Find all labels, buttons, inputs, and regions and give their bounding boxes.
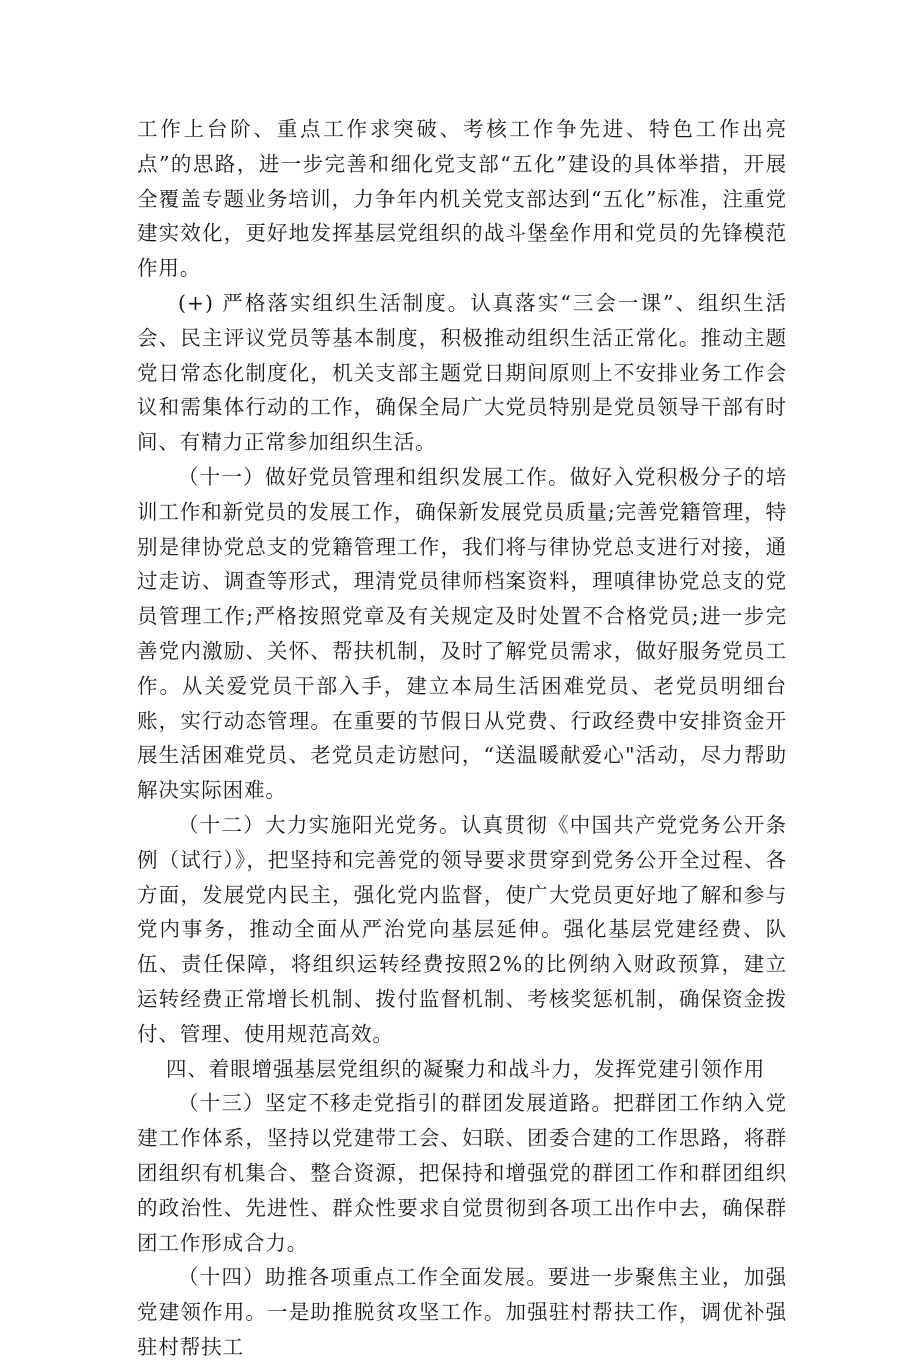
paragraph-intro-continued: 工作上台阶、重点工作求突破、考核工作争先进、特色工作出亮点”的思路，进一步完善和细化党支部“五化”建设的具体举措，开展全覆盖专题业务培训，力争年内机关党支部达到“五化”标准，注重党建实效化，更好地发挥基层党组织的战斗堡垒作用和党员的先锋模范作用。 [137,117,787,281]
section-4-heading: 四、着眼增强基层党组织的凝聚力和战斗力，发挥党建引领作用 [166,1056,766,1081]
paragraph-14-key-work: （十四）助推各项重点工作全面发展。要进一步聚焦主业，加强党建领作用。一是助推脱贫攻坚工作。加强驻村帮扶工作，调优补强驻村帮扶工 [137,1265,787,1359]
paragraph-11-member-management: （十一）做好党员管理和组织发展工作。做好入党积极分子的培训工作和新党员的发展工作，确保新发展党员质量;完善党籍管理，特别是律协党总支的党籍管理工作，我们将与律协党总支进行对接，通过走访、调查等形式，理清党员律师档案资料，理嗔律协党总支的党员管理工作;严格按照党章及有关规定及时处置不合格党员;进一步完善党内激励、关怀、帮扶机制，及时了解党员需求，做好服务党员工作。从关爱党员干部入手，建立本局生活困难党员、老党员明细台账，实行动态管理。在重要的节假日从党费、行政经费中安排资金开展生活困难党员、老党员走访慰问，“送温暖献爱心"活动，尽力帮助解决实际困难。 [137,464,787,803]
paragraph-10-organizational-life: (+) 严格落实组织生活制度。认真落实“三会一课”、组织生活会、民主评议党员等基本制度，积极推动组织生活正常化。推动主题党日常态化制度化，机关支部主题党日期间原则上不安排业务工作会议和需集体行动的工作，确保全局广大党员特别是党员领导干部有时间、有精力正常参加组织生活。 [137,290,787,455]
paragraph-12-open-party-affairs: （十二）大力实施阳光党务。认真贯彻《中国共产党党务公开条例（试行）》，把坚持和完善党的领导要求贯穿到党务公开全过程、各方面，发展党内民主，强化党内监督，使广大党员更好地了解和参与党内事务，推动全面从严治党向基层延伸。强化基层党建经费、队伍、责任保障，将组织运转经费按照2%的比例纳入财政预算，建立运转经费正常增长机制、拨付监督机制、考核奖惩机制，确保资金拨付、管理、使用规范高效。 [137,812,787,1046]
paragraph-13-mass-organizations: （十三）坚定不移走党指引的群团发展道路。把群团工作纳入党建工作体系，坚持以党建带工会、妇联、团委合建的工作思路，将群团组织有机集合、整合资源，把保持和增强党的群团工作和群团组织的政治性、先进性、群众性要求自觉贯彻到各项工出作中去，确保群团工作形成合力。 [137,1091,787,1255]
body-text [137,112,787,1365]
